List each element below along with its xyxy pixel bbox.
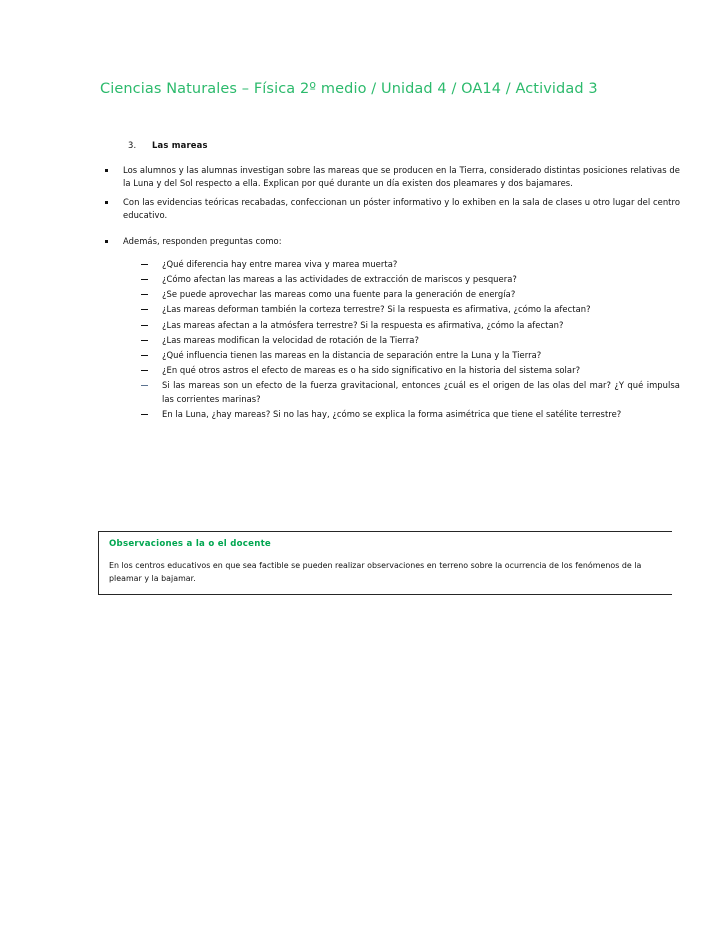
observations-box [98,531,672,595]
activity-content [100,140,680,423]
list-item [100,235,680,248]
dash-bullet-icon [141,340,148,341]
list-item [140,273,680,287]
dash-bullet-icon [141,355,148,356]
activity-bullet-list [100,164,680,248]
observations-title: Observaciones a la o el docente [109,539,272,549]
bullet-text: Además, responden preguntas como: [123,236,282,247]
list-item [140,258,680,272]
page-title [100,140,680,150]
bullet-text: Los alumnos y las alumnas investigan sobre las mareas que se producen en la Tierra, considerado distintas posiciones relativas de la Luna y del Sol respecto a ella. Explican por qué durante un día existen dos pleamares y dos bajamares. [123,165,680,189]
square-bullet-icon [105,201,108,204]
square-bullet-icon [105,240,108,243]
question-text: ¿Qué diferencia hay entre marea viva y marea muerta? [162,259,398,270]
list-item [140,319,680,333]
question-text: ¿Las mareas afectan a la atmósfera terrestre? Si la respuesta es afirmativa, ¿cómo la afectan? [162,319,564,330]
list-item [140,303,680,317]
list-item [100,164,680,190]
dash-bullet-icon [141,264,148,265]
dash-bullet-icon [141,385,148,386]
list-item [140,379,680,406]
question-list [100,258,680,421]
square-bullet-icon [105,169,108,172]
dash-bullet-icon [141,309,148,310]
list-item [140,288,680,302]
dash-bullet-icon [141,370,148,371]
list-item [140,349,680,363]
question-text: ¿Cómo afectan las mareas a las actividades de extracción de mariscos y pesquera? [162,274,517,285]
question-text: ¿Se puede aprovechar las mareas como una fuente para la generación de energía? [162,289,516,300]
bullet-text: Con las evidencias teóricas recabadas, confeccionan un póster informativo y lo exhiben en la sala de clases u otro lugar del centro educativo. [123,197,680,221]
list-item [100,196,680,222]
dash-bullet-icon [141,414,148,415]
question-text: ¿Qué influencia tienen las mareas en la distancia de separación entre la Luna y la Tierra? [162,349,542,360]
question-text: En la Luna, ¿hay mareas? Si no las hay, ¿cómo se explica la forma asimétrica que tiene el satélite terrestre? [162,408,622,419]
dash-bullet-icon [141,325,148,326]
breadcrumb: Ciencias Naturales – Física 2º medio / Unidad 4 / OA14 / Actividad 3 [100,81,598,97]
question-text: ¿Las mareas deforman también la corteza terrestre? Si la respuesta es afirmativa, ¿cómo la afectan? [162,304,591,315]
question-text: ¿Las mareas modifican la velocidad de rotación de la Tierra? [162,334,419,345]
question-text: Si las mareas son un efecto de la fuerza gravitacional, entonces ¿cuál es el origen de las olas del mar? ¿Y qué impulsa las corrientes marinas? [162,379,680,404]
list-item [140,408,680,422]
activity-number: 3. [128,140,137,150]
observations-body: En los centros educativos en que sea factible se pueden realizar observaciones en terreno sobre la ocurrencia de los fenómenos de la pleamar y la bajamar. [109,561,642,583]
list-item [140,334,680,348]
question-text: ¿En qué otros astros el efecto de mareas es o ha sido significativo en la historia del sistema solar? [162,364,581,375]
activity-title: Las mareas [152,140,208,150]
list-item [140,364,680,378]
dash-bullet-icon [141,294,148,295]
dash-bullet-icon [141,279,148,280]
